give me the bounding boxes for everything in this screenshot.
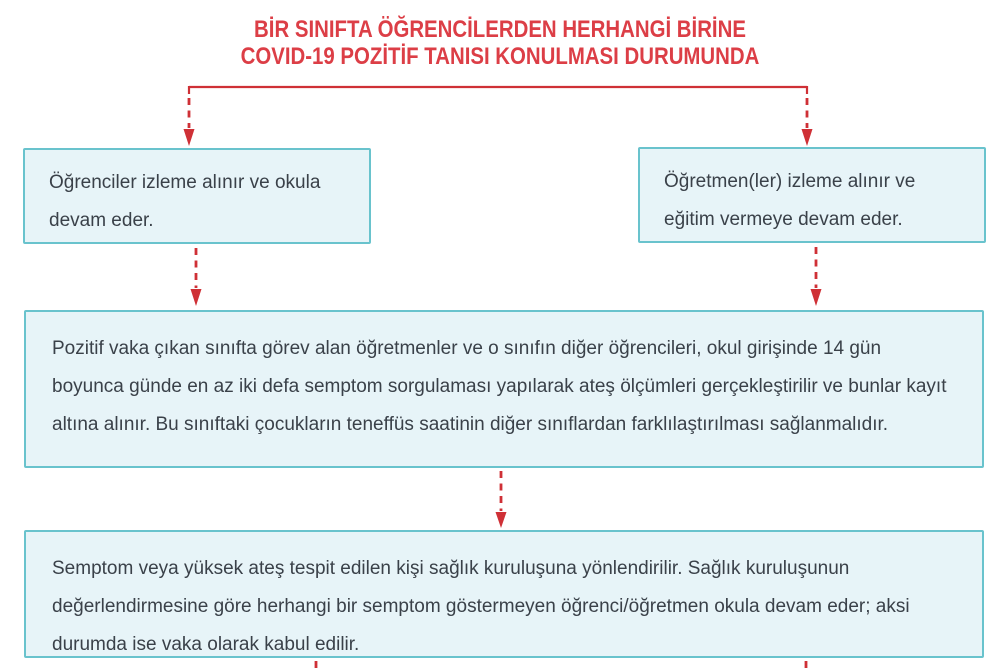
teachers-to-monitoring-arrow	[811, 247, 822, 306]
students-to-monitoring-arrow	[191, 248, 202, 306]
monitoring-to-referral-arrow	[496, 471, 507, 528]
students-box	[23, 148, 371, 244]
students-arrow-head	[191, 289, 202, 306]
referral-box-text: Semptom veya yüksek ateş tespit edilen kişi sağlık kuruluşuna yönlendirilir. Sağlık kuruluşunun değerlendirmesine göre herhangi bir semptom göstermeyen öğrenci/öğretmen okula devam eder; aksi durumda ise vaka olarak kabul edilir.	[52, 558, 910, 655]
center-arrow-head	[496, 512, 507, 528]
top-branch-connector	[184, 86, 813, 146]
title-line-1: BİR SINIFTA ÖĞRENCİLERDEN HERHANGİ BİRİNE	[254, 16, 746, 43]
students-box-text: Öğrenciler izleme alınır ve okula devam eder.	[49, 172, 321, 231]
monitoring-box	[24, 310, 984, 468]
bottom-continuation-stubs	[316, 661, 806, 671]
monitoring-box-text: Pozitif vaka çıkan sınıfta görev alan öğretmenler ve o sınıfın diğer öğrencileri, okul girişinde 14 gün boyunca günde en az iki defa semptom sorgulaması yapılarak ateş ölçümleri gerçekleştirilir ve bunlar kayıt altına alınır. Bu sınıftaki çocukların teneffüs saatinin diğer sınıflardan farklılaştırılması sağlanmalıdır.	[52, 338, 947, 435]
title-line-2: COVID-19 POZİTİF TANISI KONULMASI DURUMUNDA	[240, 43, 760, 70]
teachers-box-text: Öğretmen(ler) izleme alınır ve eğitim vermeye devam eder.	[664, 171, 916, 230]
page-title	[0, 16, 1000, 70]
arrow-to-teachers-head	[802, 129, 813, 146]
referral-box	[24, 530, 984, 658]
teachers-arrow-head	[811, 289, 822, 306]
teachers-box	[638, 147, 986, 243]
arrow-to-students-head	[184, 129, 195, 146]
